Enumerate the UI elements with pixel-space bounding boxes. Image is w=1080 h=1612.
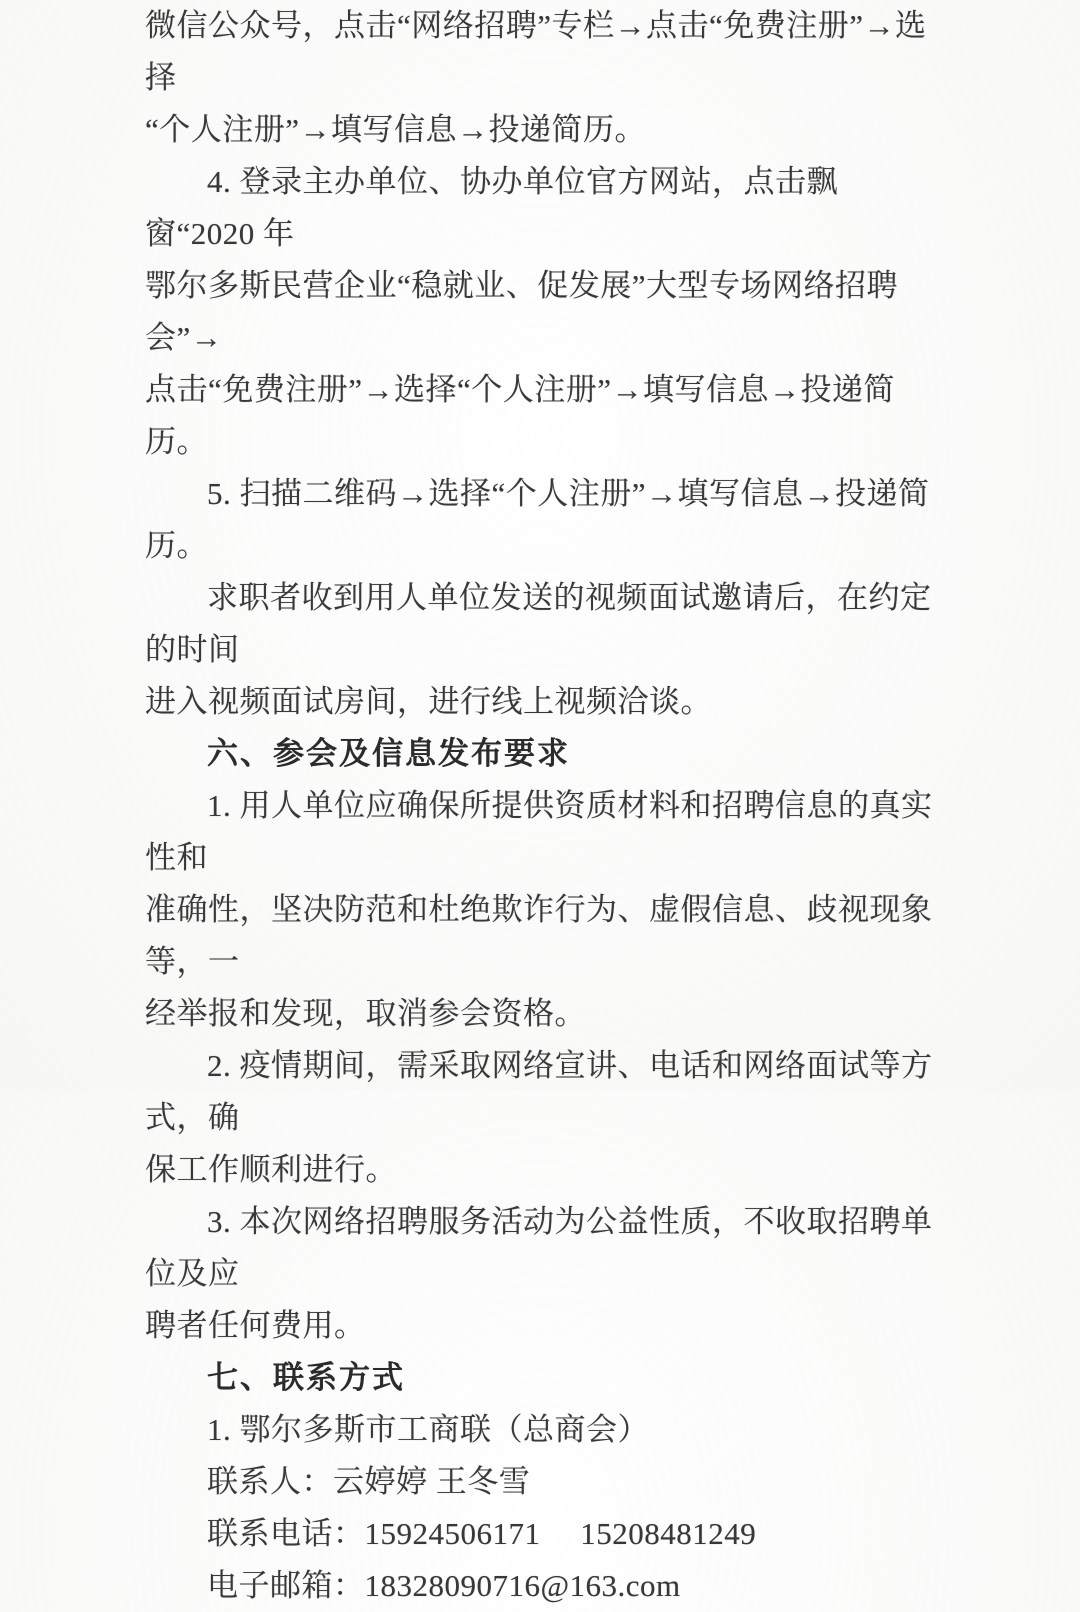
contact-email-line: 电子邮箱：18328090716@163.com [207, 1568, 681, 1603]
body-line: 求职者收到用人单位发送的视频面试邀请后，在约定的时间 [145, 580, 932, 667]
body-line: 聘者任何费用。 [145, 1308, 366, 1343]
body-line: 5. 扫描二维码→选择“个人注册”→填写信息→投递简历。 [145, 476, 930, 563]
body-line: 2. 疫情期间，需采取网络宣讲、电话和网络面试等方式，确 [145, 1048, 933, 1135]
body-line: 3. 本次网络招聘服务活动为公益性质，不收取招聘单位及应 [145, 1204, 933, 1291]
body-line: 准确性，坚决防范和杜绝欺诈行为、虚假信息、歧视现象等，一 [145, 892, 933, 979]
section-heading-6: 六、参会及信息发布要求 [207, 736, 570, 771]
body-line: 4. 登录主办单位、协办单位官方网站，点击飘窗“2020 年 [145, 164, 838, 251]
organization-line: 1. 鄂尔多斯市工商联（总商会） [207, 1412, 649, 1447]
body-line: 进入视频面试房间，进行线上视频洽谈。 [145, 684, 712, 719]
body-line: 点击“免费注册”→选择“个人注册”→填写信息→投递简历。 [145, 372, 896, 459]
document-page [145, 0, 945, 1612]
body-line: “个人注册”→填写信息→投递简历。 [145, 112, 647, 147]
contact-phone-line: 联系电话：15924506171 15208481249 [207, 1516, 757, 1551]
contact-person-line: 联系人：云婷婷 王冬雪 [207, 1464, 531, 1499]
section-heading-7: 七、联系方式 [207, 1360, 405, 1395]
body-line: 1. 用人单位应确保所提供资质材料和招聘信息的真实性和 [145, 788, 933, 875]
body-line: 保工作顺利进行。 [145, 1152, 397, 1187]
body-line: 鄂尔多斯民营企业“稳就业、促发展”大型专场网络招聘会”→ [145, 268, 899, 355]
body-line: 经举报和发现，取消参会资格。 [145, 996, 586, 1031]
body-line: 微信公众号，点击“网络招聘”专栏→点击“免费注册”→选择 [145, 8, 927, 95]
